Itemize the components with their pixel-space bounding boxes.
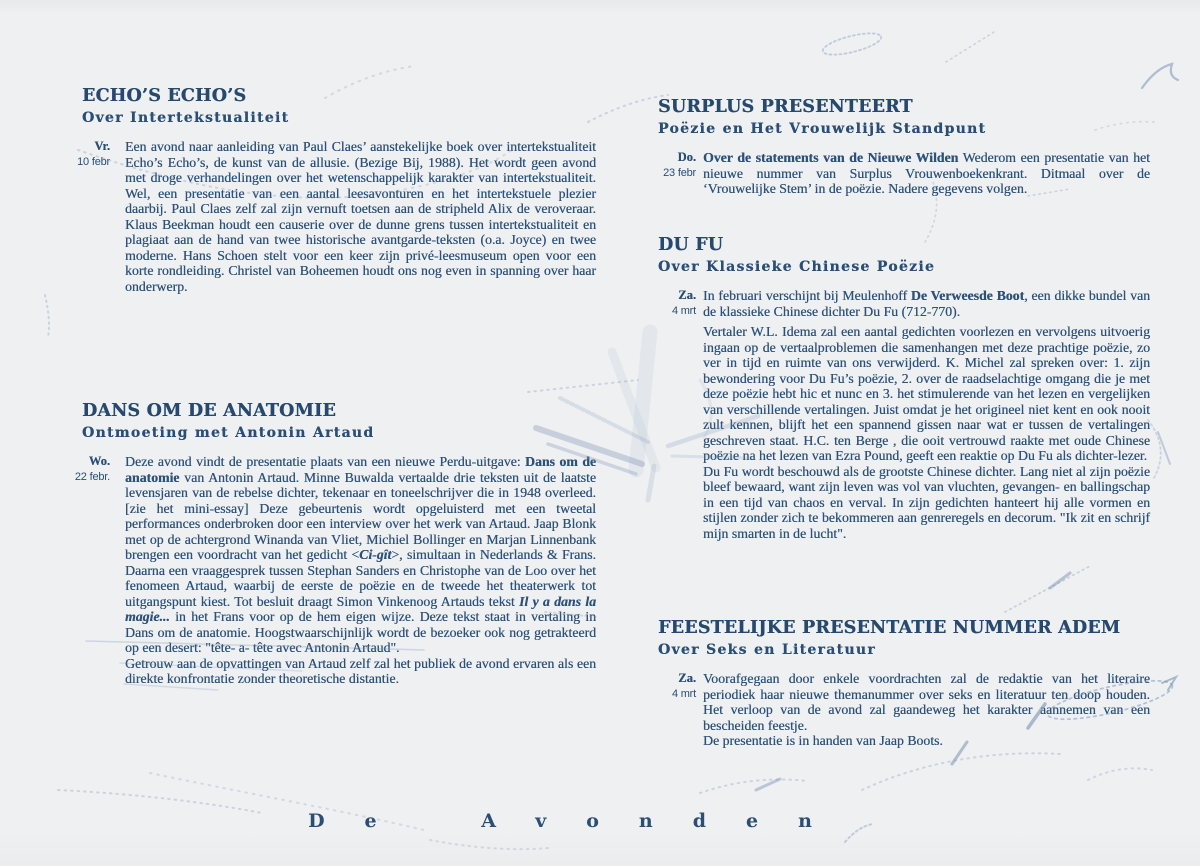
speckle-trail [45,295,49,337]
section-body [703,150,1150,197]
event-day-label: Za. [678,288,696,302]
paragraph: Voorafgegaan door enkele voordrachten zal de redaktie van het literaire periodiek haar nieuwe themanummer over seks en literatuur ten doop houden. Het verloop van de avond zal gaandeweg het karakter aannemen van een bescheiden feestje. [703,671,1150,733]
paragraph: Getrouw aan de opvattingen van Artaud zelf zal het publiek de avond ervaren als een direkte konfrontatie zonder theoretische distantie. [125,655,596,686]
paragraph: Een avond naar aanleiding van Paul Claes’ aanstekelijke boek over intertekstualiteit Echo’s Echo’s, de kunst van de allusie. (Bezige Bij, 1988). Het wordt geen avond met droge verhandelingen over het wetenschappelijk karakter van intertekstualiteit. Wel, een presentatie van een aantal leesavonturen en het intertekstuele plezier daarbij. Paul Claes zelf zal zijn vernuft toetsen aan de stripheld Alix de veroveraar. Klaus Beekman houdt een causerie over de dunne grens tussen intertekstualiteit en plagiaat aan de hand van twee historische avantgarde-teksten (o.a. Joyce) en twee moderne. Hans Schoen stelt voor een keer zijn privé-leesmuseum open voor een korte rondleiding. Christel van Boheemen houdt ons nog even in spanning over haar onderwerp. [125,139,596,294]
section-body [703,288,1150,541]
section-body-row [658,288,1150,541]
section-title: FEESTELIJKE PRESENTATIE NUMMER ADEM [658,618,1121,638]
speckle-trail [862,753,1060,790]
ink-scribble [1142,64,1178,88]
ink-scribble [821,29,883,59]
ink-scribble [756,779,780,790]
event-date-label: 4 mrt [671,304,696,317]
section-subtitle: Over Klassieke Chinese Poëzie [658,259,936,275]
section-body-row [658,150,1150,197]
event-date-label: 4 mrt [671,687,696,700]
section-title: SURPLUS PRESENTEERT [658,97,913,117]
paragraph: In februari verschijnt bij Meulenhoff De Verweesde Boot, een dikke bundel van de klassieke Chinese dichter Du Fu (712-770). [703,288,1150,319]
section-body-row [62,454,596,687]
event-date [658,150,696,181]
section-surplus-presenteert [658,97,1150,197]
event-date [658,288,696,319]
section-body-row [62,139,596,294]
event-day-label: Do. [677,150,696,164]
section-dans-om-de-anatomie [62,401,596,687]
section-title: ECHO’S ECHO’S [82,86,247,106]
speckle-trail [588,95,668,122]
section-feestelijke-presentatie [658,618,1150,749]
speckle-trail [946,32,994,62]
section-body-row [658,671,1150,749]
event-date-label: 23 febr [663,166,696,179]
event-day-label: Vr. [94,139,110,153]
section-subtitle: Ontmoeting met Antonin Artaud [82,425,375,441]
event-date [658,671,696,702]
speckle-trail [700,780,808,794]
section-echos-echos [62,86,596,294]
speckle-trail [430,840,548,849]
speckle-trail [1088,768,1152,780]
ink-scribble [1162,677,1176,690]
section-title: DANS OM DE ANATOMIE [82,401,336,421]
event-day-label: Za. [678,671,696,685]
section-body [125,454,596,687]
section-body [125,139,596,294]
event-date [62,454,110,485]
section-subtitle: Poëzie en Het Vrouwelijk Standpunt [658,121,987,137]
section-subtitle: Over Intertekstualiteit [82,110,290,126]
paragraph: Du Fu wordt beschouwd als de grootste Chinese dichter. Lang niet al zijn poëzie bleef bewaard, want zijn leven was vol van vluchten, gevangen- en ballingschap in een tijd van chaos en verval. In zijn gedichten hanteert hij alle vormen en stijlen zonder zich te bekommeren aan genreregels en decorum. "Ik zit en schrijf mijn smarten in de lucht". [703,463,1150,541]
section-body [703,671,1150,749]
event-day-label: Wo. [88,454,110,468]
ink-scribble [1158,432,1170,464]
section-subtitle: Over Seks en Literatuur [658,642,877,658]
ink-scribble [1050,573,1070,588]
paragraph: Over de statements van de Nieuwe Wilden Wederom een presentatie van het nieuwe nummer van Surplus Vrouwenboekenkrant. Ditmaal over de ‘Vrouwelijke Stem’ in de poëzie. Nadere gegevens volgen. [703,150,1150,196]
paragraph: Vertaler W.L. Idema zal een aantal gedichten voorlezen en vervolgens uitvoerig ingaan op de vertaalproblemen die samenhangen met deze prachtige poëzie, zo ver in tijd en ruimte van ons verwijderd. K. Michel zal spreken over: 1. zijn bewondering voor Du Fu’s poëzie, 2. over de raadselachtige omgang die je met deze poëzie hebt hic et nunc en 3. het stimulerende van het lezen en vergelijken van verschillende vertalingen. Juist omdat je het origineel niet kent en ook nooit zult kennen, blijft het een spannend gissen naar wat er tussen de vertalingen geschreven staat. H.C. ten Berge , die ooit vertrouwd raakte met oude Chinese poëzie na het lezen van Ezra Pound, geeft een reaktie op Du Fu als dichter-lezer. [703,324,1150,463]
paragraph: De presentatie is in handen van Jaap Boots. [703,733,943,748]
event-date-label: 10 febr [77,155,110,168]
speckle-trail [1005,566,1090,612]
section-du-fu [658,235,1150,541]
event-date [62,139,110,170]
event-date-label: 22 febr. [74,470,110,483]
publication-title-footer: De Avonden [308,810,852,832]
paragraph: Deze avond vindt de presentatie plaats van een nieuwe Perdu-uitgave: Dans om de anatomie van Antonin Artaud. Minne Buwalda vertaalde drie teksten uit de laatste levensjaren van de rebelse dichter, tekenaar en toneelschrijver die in 1948 overleed. [zie het mini-essay] Deze gebeurtenis wordt opgeluisterd met een tweetal performances onderbroken door een interview over het werk van Artaud. Jaap Blonk met op de achtergrond Winanda van Vliet, Michiel Bollinger en Marjan Linnenbank brengen een voordracht van het gedicht <Ci-gît>, simultaan in Nederlands & Frans. Daarna een vraaggesprek tussen Stephan Sanders en Christophe van de Loo over het fenomeen Artaud, waarbij de eerste de poëzie en de tweede het theaterwerk tot uitgangspunt kiest. Tot besluit draagt Simon Vinkenoog Artauds tekst Il y a dans la magie... in het Frans voor op de hem eigen wijze. Deze tekst staat in vertaling in Dans om de anatomie. Hoogstwaarschijnlijk wordt de bezoeker ook nog getrakteerd op een desert: "tête- a- tête avec Antonin Artaud". [125,454,596,655]
section-title: DU FU [658,235,724,255]
